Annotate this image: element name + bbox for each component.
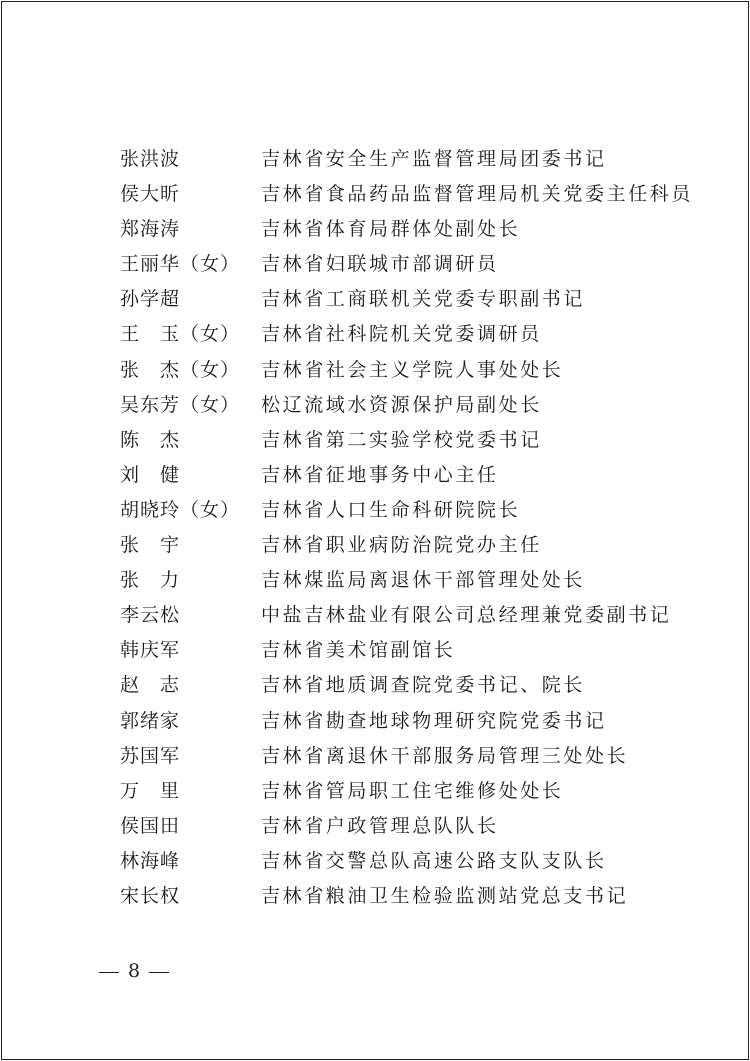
person-title: 吉林省地质调查院党委书记、院长 [261, 674, 586, 697]
page-number: 8 [128, 960, 141, 982]
person-title: 吉林省勘查地球物理研究院党委书记 [261, 709, 607, 732]
person-title: 吉林省工商联机关党委专职副书记 [261, 288, 586, 311]
left-dash [99, 972, 119, 973]
list-item [2, 875, 748, 910]
person-name: 郭绪家 [120, 709, 181, 732]
list-item [2, 840, 748, 875]
person-title: 松辽流域水资源保护局副处长 [261, 393, 542, 416]
list-item [2, 208, 748, 243]
person-name: 张 杰（女） [120, 358, 241, 381]
list-item [2, 138, 748, 173]
person-name: 孙学超 [120, 288, 181, 311]
list-item [2, 384, 748, 419]
document-page [1, 1, 749, 1060]
list-item [2, 349, 748, 384]
person-title: 吉林省人口生命科研院院长 [261, 498, 521, 521]
list-item [2, 629, 748, 664]
person-title: 吉林省第二实验学校党委书记 [261, 428, 542, 451]
list-item [2, 278, 748, 313]
list-item [2, 313, 748, 348]
list-item [2, 173, 748, 208]
person-name: 李云松 [120, 604, 181, 627]
person-title: 吉林省粮油卫生检验监测站党总支书记 [261, 884, 629, 907]
right-dash [149, 972, 169, 973]
person-name: 万 里 [120, 779, 181, 802]
person-name: 王丽华（女） [120, 253, 241, 276]
person-name: 刘 健 [120, 463, 181, 486]
list-item [2, 559, 748, 594]
person-title: 吉林煤监局离退休干部管理处处长 [261, 569, 586, 592]
person-name: 苏国军 [120, 744, 181, 767]
list-item [2, 594, 748, 629]
person-name: 宋长权 [120, 884, 181, 907]
person-title: 吉林省食品药品监督管理局机关党委主任科员 [261, 183, 694, 206]
person-name: 吴东芳（女） [120, 393, 241, 416]
list-item [2, 524, 748, 559]
person-title: 吉林省妇联城市部调研员 [261, 253, 499, 276]
person-title: 吉林省社科院机关党委调研员 [261, 323, 542, 346]
person-title: 吉林省安全生产监督管理局团委书记 [261, 148, 607, 170]
person-title: 吉林省体育局群体处副处长 [261, 218, 521, 241]
person-name: 赵 志 [120, 674, 181, 697]
page-footer [99, 960, 169, 982]
person-title: 吉林省户政管理总队队长 [261, 814, 499, 837]
person-title: 吉林省征地事务中心主任 [261, 463, 499, 486]
list-item [2, 700, 748, 735]
person-title: 吉林省管局职工住宅维修处处长 [261, 779, 564, 802]
person-name: 韩庆军 [120, 639, 181, 662]
person-name: 陈 杰 [120, 428, 181, 451]
person-name: 林海峰 [120, 849, 181, 872]
list-item [2, 489, 748, 524]
person-title: 中盐吉林盐业有限公司总经理兼党委副书记 [261, 604, 672, 627]
person-name: 张 宇 [120, 534, 181, 557]
list-item [2, 664, 748, 699]
person-name: 郑海涛 [120, 218, 181, 241]
person-title: 吉林省美术馆副馆长 [261, 639, 456, 662]
person-title: 吉林省社会主义学院人事处处长 [261, 358, 564, 381]
person-name: 张洪波 [120, 148, 181, 170]
name-list [2, 138, 748, 910]
person-title: 吉林省职业病防治院党办主任 [261, 534, 542, 557]
person-title: 吉林省离退休干部服务局管理三处处长 [261, 744, 629, 767]
person-title: 吉林省交警总队高速公路支队支队长 [261, 849, 607, 872]
person-name: 胡晓玲（女） [120, 498, 241, 521]
list-item [2, 419, 748, 454]
person-name: 侯国田 [120, 814, 181, 837]
person-name: 侯大昕 [120, 183, 181, 206]
person-name: 张 力 [120, 569, 181, 592]
list-item [2, 770, 748, 805]
list-item [2, 805, 748, 840]
person-name: 王 玉（女） [120, 323, 241, 346]
list-item [2, 454, 748, 489]
list-item [2, 243, 748, 278]
list-item [2, 735, 748, 770]
